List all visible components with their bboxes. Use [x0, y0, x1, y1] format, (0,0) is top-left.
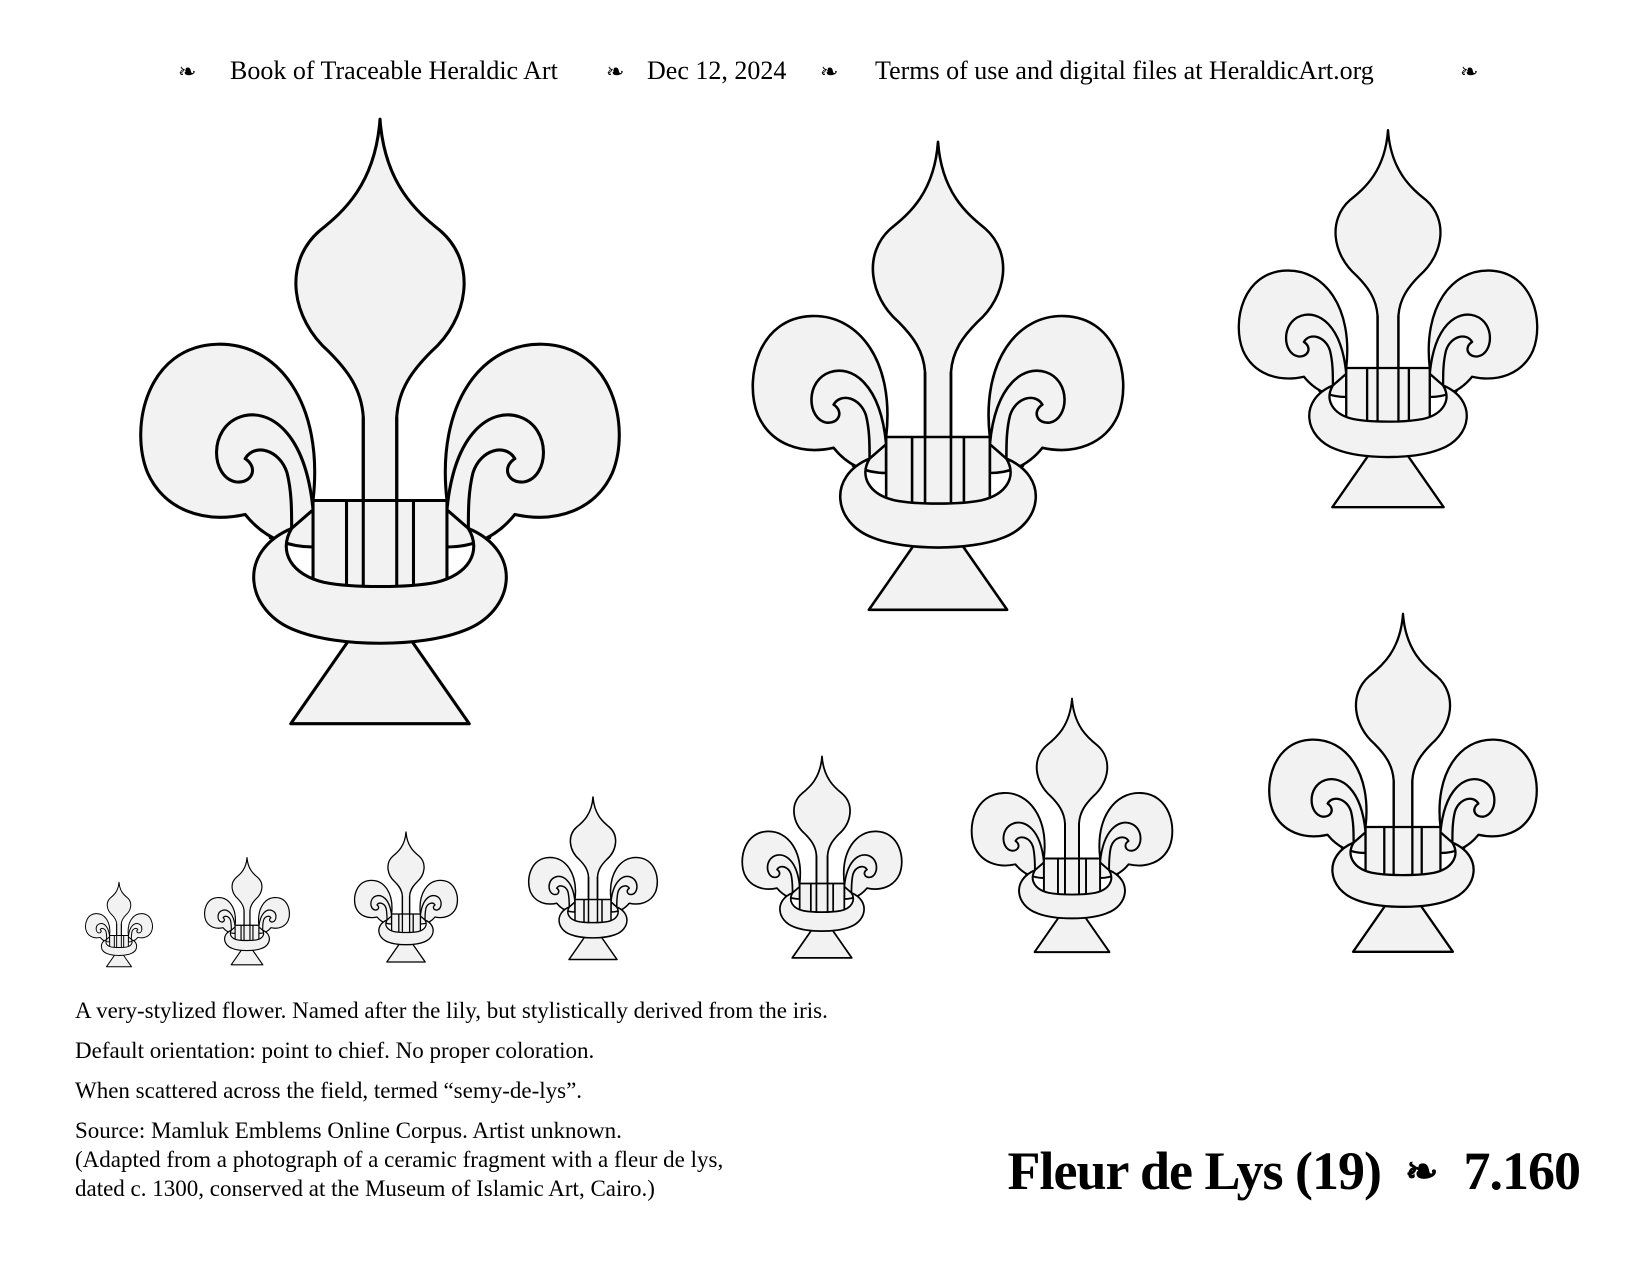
ornament-icon: ❧ [178, 59, 197, 84]
source-line: Source: Mamluk Emblems Online Corpus. Artist unknown. [75, 1118, 622, 1143]
fleur-de-lys-row-6 [972, 699, 1173, 953]
ornament-icon: ❧ [820, 59, 839, 84]
fleur-de-lys-row-4 [529, 797, 658, 960]
description-block [75, 996, 955, 1203]
source-line: dated c. 1300, conserved at the Museum of Islamic Art, Cairo.) [75, 1176, 655, 1201]
plate-number: 7.160 [1463, 1141, 1580, 1201]
fleur-de-lys-medium [753, 142, 1123, 610]
description-line: When scattered across the field, termed “semy-de-lys”. [75, 1078, 583, 1103]
fleur-de-lys-small-lower [1269, 614, 1537, 952]
header-date: Dec 12, 2024 [647, 56, 787, 85]
source-line: (Adapted from a photograph of a ceramic fragment with a fleur de lys, [75, 1147, 724, 1172]
fleur-de-lys-row-3 [355, 832, 458, 962]
description-line: A very-stylized flower. Named after the lily, but stylistically derived from the iris. [75, 998, 828, 1023]
fleur-de-lys-large [141, 119, 620, 724]
charge-name: Fleur de Lys (19) [1007, 1141, 1381, 1201]
fleur-de-lys-row-1 [86, 882, 153, 967]
fleur-de-lys-small-upper [1239, 130, 1537, 507]
ornament-icon: ❧ [606, 59, 625, 84]
fleur-de-lys-row-2 [205, 858, 290, 965]
description-line: Default orientation: point to chief. No proper coloration. [75, 1038, 595, 1063]
ornament-icon: ❧ [1460, 59, 1479, 84]
ornament-icon: ❧ [1404, 1149, 1438, 1194]
terms-link[interactable]: Terms of use and digital files at HeraldicArt.org [875, 56, 1374, 85]
plate-title [1007, 1140, 1580, 1202]
book-title: Book of Traceable Heraldic Art [230, 56, 558, 85]
fleur-de-lys-row-5 [742, 756, 902, 958]
